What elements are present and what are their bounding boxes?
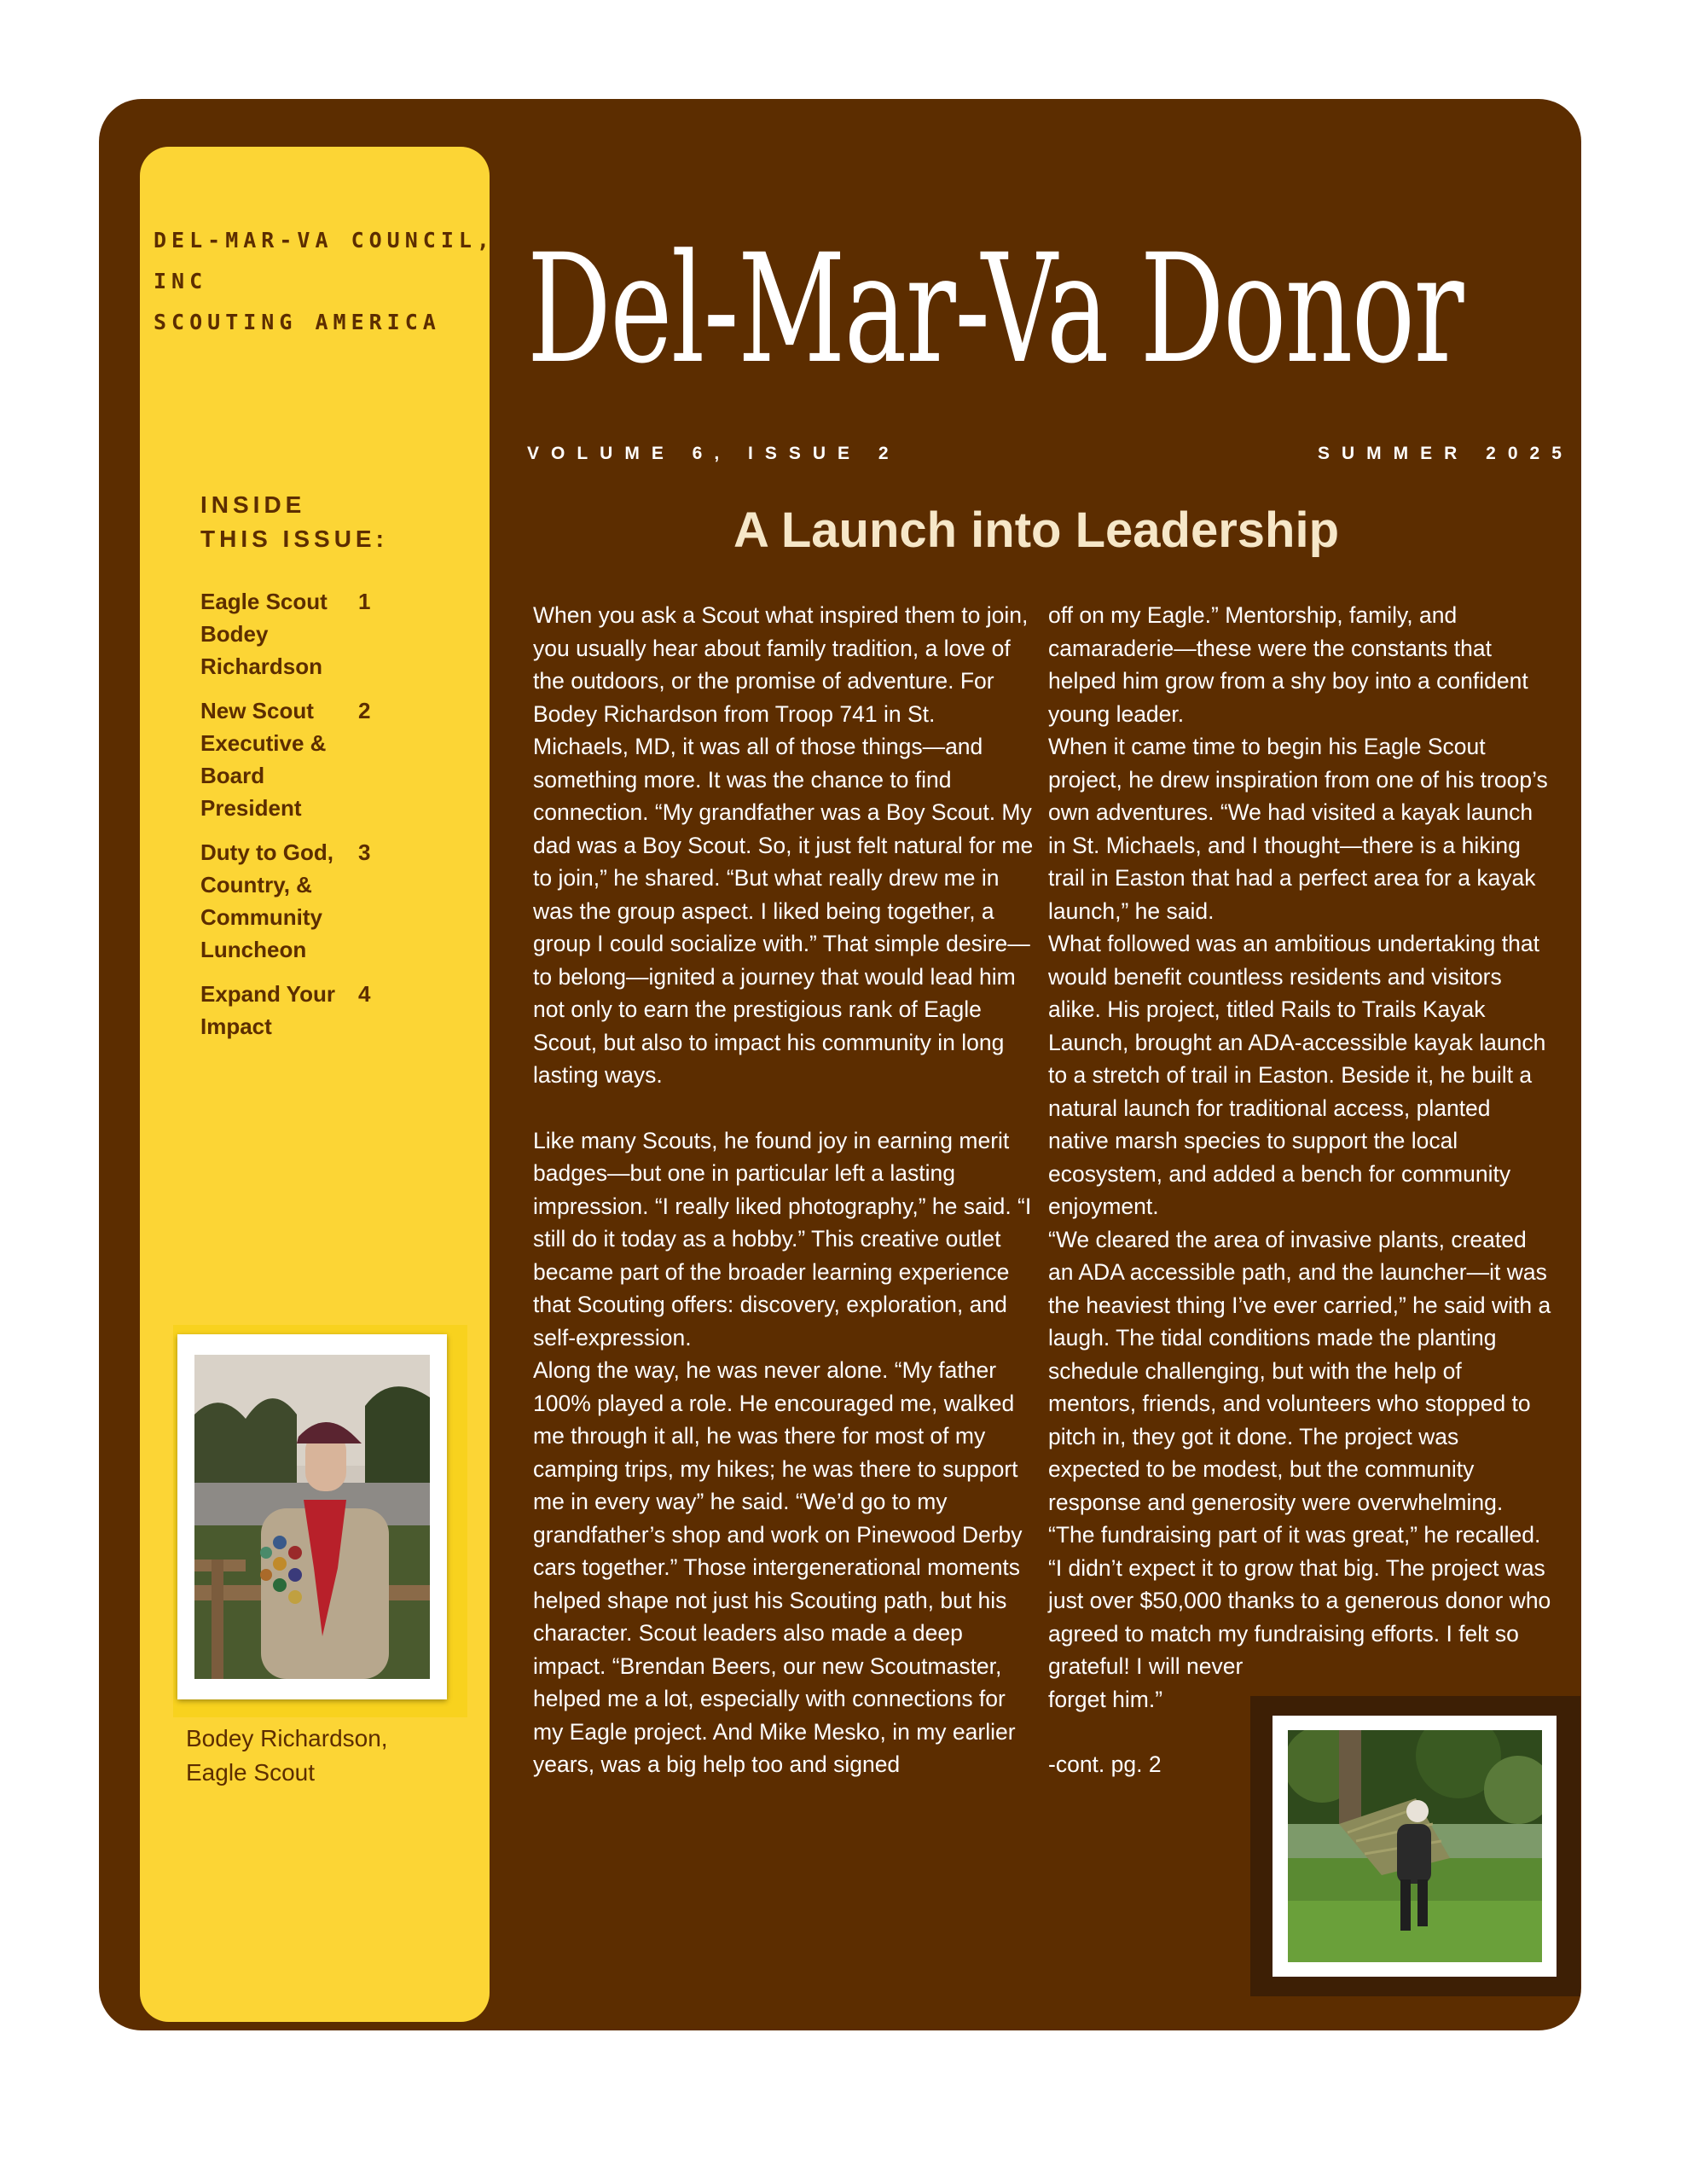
inside-this-issue-heading	[200, 488, 388, 556]
article-paragraph: When you ask a Scout what inspired them to join, you usually hear about family tradition, a love of the outdoors, or the promise of adventure. For Bodey Richardson from Troop 741 in St. Michaels, MD, it was all of those things—and something more. It was the chance to find connection. “My grandfather was a Boy Scout. My dad was a Boy Scout. So, it just felt natural for me to join,” he shared. “But what really drew me in was the group aspect. I liked being together, a group I could socialize with.” That simple desire—to belong—ignited a journey that would lead him not only to earn the prestigious rank of Eagle Scout, but also to impact his community in long lasting ways.	[533, 602, 1034, 1088]
article-paragraph: When it came time to begin his Eagle Scout project, he drew inspiration from one of his troop’s own adventures. “We had visited a kayak launch in St. Michaels, and I thought—there is a hiking trail in Easton that had a perfect area for a kayak launch,” he said.	[1048, 734, 1548, 924]
article-paragraph: “We cleared the area of invasive plants, created an ADA accessible path, and the launcher—it was the heaviest thing I’ve ever carried,” he said with a laugh. The tidal conditions made the planting schedule challenging, but with the help of mentors, friends, and volunteers who stopped to pitch in, they got it done. The project was expected to be modest, but the community response and generosity were overwhelming. “The fundraising part of it was great,” he recalled. “I didn’t expect it to grow that big. The project was just over $50,000 thanks to a generous donor who agreed to match my fundraising efforts. I felt so	[1048, 1226, 1551, 1647]
article-paragraph: What followed was an ambitious undertaking that would benefit countless residents and visitors alike. His project, titled Rails to Trails Kayak Launch, brought an ADA-accessible kayak launch to a stretch of trail in Easton. Beside it, he built a natural launch for traditional access, planted native marsh species to support the local ecosystem, and added a bench for community enjoyment.	[1048, 931, 1546, 1219]
toc-item-page: 4	[358, 981, 371, 1007]
article-paragraph: Like many Scouts, he found joy in earning merit badges—but one in particular left a lasting impression. “I really liked photography,” he said. “I still do it today as a hobby.” This creative outlet became part of the broader learning experience that Scouting offers: discovery, exploration, and self-expression.	[533, 1127, 1032, 1350]
inside-heading-line-2: THIS ISSUE:	[200, 526, 388, 552]
article-paragraph: Along the way, he was never alone. “My father 100% played a role. He encouraged me, walked me through it all, he was there for most of my camping trips, my hikes; he was there to support me in every way” he said. “We’d go to my grandfather’s shop and work on Pinewood Derby cars together.” Those intergenerational moments helped shape not just his Scouting path, but his character. Scout leaders also made a deep impact. “Brendan Beers, our new Scoutmaster, helped me a lot, especially with connections for my Eagle project. And Mike Mesko, in my earlier years, was a big help too and signed	[533, 1357, 1023, 1777]
toc-item[interactable]	[200, 978, 473, 1043]
volume-issue: VOLUME 6, ISSUE 2	[527, 444, 901, 463]
article-column-1	[533, 599, 1036, 1781]
table-of-contents	[200, 585, 473, 1054]
toc-item[interactable]	[200, 694, 473, 824]
issue-season: SUMMER 2025	[1318, 444, 1574, 463]
toc-item-title: Eagle Scout Bodey Richardson	[200, 589, 328, 679]
caption-line-2: Eagle Scout	[186, 1759, 315, 1786]
continued-note: -cont. pg. 2	[1048, 1751, 1162, 1777]
article-column-2	[1048, 599, 1551, 1781]
toc-item-page: 2	[358, 698, 371, 723]
article-headline: A Launch into Leadership	[733, 502, 1340, 558]
toc-item[interactable]	[200, 836, 473, 966]
toc-item[interactable]	[200, 585, 473, 682]
scout-portrait-photo	[194, 1355, 430, 1679]
masthead-title: Del-Mar-Va Donor	[527, 222, 1464, 397]
inside-heading-line-1: INSIDE	[200, 491, 306, 518]
organization-line-1: DEL-MAR-VA COUNCIL, INC	[154, 228, 495, 293]
toc-item-title: Duty to God, Country, & Community Luncheon	[200, 839, 333, 962]
toc-item-page: 3	[358, 839, 371, 865]
article-paragraph: grateful! I will never forget him.”	[1048, 1653, 1244, 1712]
toc-item-title: Expand Your Impact	[200, 981, 335, 1039]
organization-line-2: SCOUTING AMERICA	[154, 310, 441, 334]
caption-line-1: Bodey Richardson,	[186, 1725, 388, 1751]
kayak-project-photo	[1288, 1730, 1542, 1962]
scout-photo-caption	[186, 1722, 467, 1790]
organization-name	[154, 220, 495, 343]
toc-item-page: 1	[358, 589, 371, 614]
toc-item-title: New Scout Executive & Board President	[200, 698, 327, 821]
article-paragraph: off on my Eagle.” Mentorship, family, and camaraderie—these were the constants that helped him grow from a shy boy into a confident young leader.	[1048, 602, 1528, 727]
